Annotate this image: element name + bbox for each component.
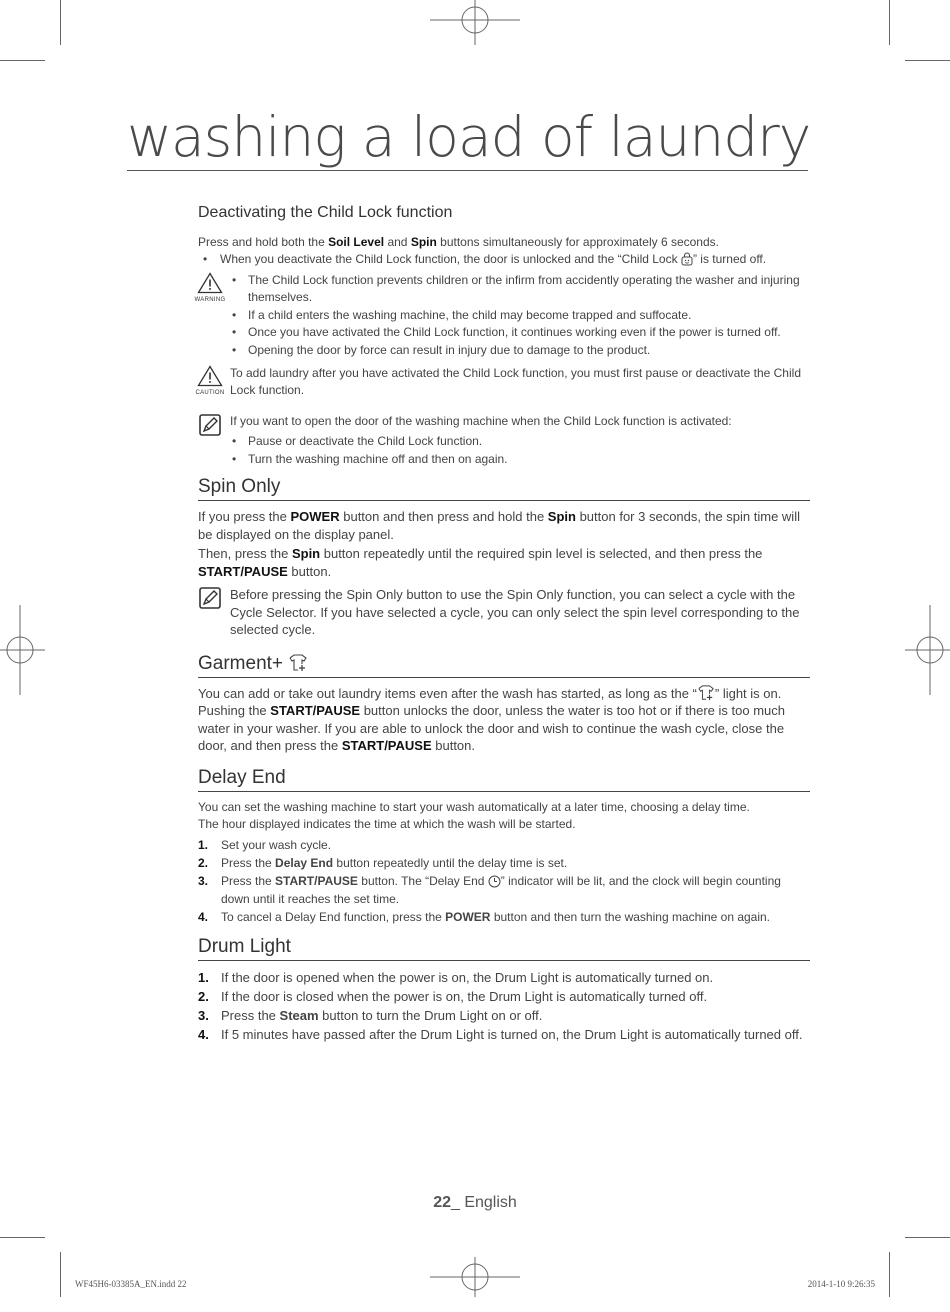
warning-triangle-icon — [197, 272, 223, 294]
registration-mark-top — [430, 0, 520, 60]
list-item: 1. If the door is opened when the power is on, the Drum Light is automatically turned on. — [198, 969, 714, 985]
spin-only-p1: If you press the POWER button and then press and hold the Spin button for 3 seconds, the spin time will be displayed on the display panel. — [198, 509, 800, 542]
crop-mark — [60, 1252, 61, 1297]
note-pencil-icon — [198, 413, 222, 437]
note-list — [230, 433, 810, 468]
clock-icon — [488, 875, 501, 888]
registration-mark-right — [890, 605, 950, 695]
drum-light-steps — [198, 968, 810, 1044]
registration-mark-bottom — [430, 1252, 520, 1312]
crop-mark — [0, 1237, 45, 1238]
drum-light-heading: Drum Light — [198, 936, 810, 961]
garment-paragraph: You can add or take out laundry items even after the wash has started, as long as the “ ” light is on. Pushing the START/PAUSE button unlocks the door, unless the water is too hot or if there is too much water in your washer. If you are able to unlock the door and wish to continue the wash cycle, close the door, and then press the START/PAUSE button. — [198, 685, 785, 753]
list-item: • Opening the door by force can result in injury due to damage to the product. — [230, 342, 810, 360]
list-item: 2. If the door is closed when the power is on, the Drum Light is automatically turned off. — [198, 988, 708, 1004]
list-item: • Pause or deactivate the Child Lock function. — [230, 433, 810, 451]
caution-label: CAUTION — [195, 390, 225, 396]
caution-text: To add laundry after you have activated the Child Lock function, you must first pause or deactivate the Child Lock function. — [230, 366, 801, 397]
list-item: • If a child enters the washing machine, the child may become trapped and suffocate. — [230, 307, 810, 325]
crop-mark — [905, 60, 950, 61]
delay-end-heading: Delay End — [198, 767, 810, 792]
child-lock-bullets — [198, 251, 810, 269]
title-rule — [127, 170, 808, 171]
spin-only-p2: Then, press the Spin button repeatedly until the required spin level is selected, and then press the START/PAUSE button. — [198, 546, 763, 579]
delay-end-steps — [198, 836, 810, 926]
child-lock-intro: Press and hold both the Soil Level and Spin buttons simultaneously for approximately 6 seconds. — [198, 235, 719, 249]
crop-mark — [905, 1237, 950, 1238]
file-slug: WF45H6-03385A_EN.indd 22 — [75, 1279, 187, 1289]
date-slug: 2014-1-10 9:26:35 — [807, 1279, 875, 1289]
page-number: 22_ English — [433, 1194, 517, 1211]
list-item: 4. If 5 minutes have passed after the Drum Light is turned on, the Drum Light is automatically turned off. — [198, 1026, 803, 1042]
spin-only-heading: Spin Only — [198, 476, 810, 501]
crop-mark — [889, 1252, 890, 1297]
caution-triangle-icon — [197, 365, 223, 387]
child-lock-heading: Deactivating the Child Lock function — [198, 204, 453, 221]
crop-mark — [0, 60, 45, 61]
warning-label: WARNING — [194, 296, 226, 303]
spin-only-note-text: Before pressing the Spin Only button to use the Spin Only function, you can select a cycle with the Cycle Selector. If you have selected a cycle, you can only select the spin level corresponding to the selected cycle. — [230, 587, 800, 637]
crop-mark — [60, 0, 61, 45]
delay-end-intro-1: You can set the washing machine to start your wash automatically at a later time, choosing a delay time. — [198, 799, 750, 814]
spin-only-note — [198, 586, 810, 639]
note-intro: If you want to open the door of the washing machine when the Child Lock function is activated: — [230, 414, 732, 428]
garment-plus-icon — [697, 685, 715, 701]
note-pencil-icon — [198, 586, 222, 610]
list-item: • When you deactivate the Child Lock function, the door is unlocked and the “Child Lock ” is turned off. — [198, 251, 810, 269]
garment-heading: Garment+ — [198, 653, 810, 678]
list-item: • Once you have activated the Child Lock function, it continues working even if the power is turned off. — [230, 324, 810, 342]
main-content — [194, 204, 810, 1044]
garment-plus-icon — [288, 654, 308, 672]
note-block — [198, 413, 810, 468]
crop-mark — [889, 0, 890, 45]
list-item: 1. Set your wash cycle. — [198, 837, 332, 852]
warning-list — [230, 272, 810, 360]
child-lock-icon — [681, 252, 693, 266]
list-item: 4. To cancel a Delay End function, press the POWER button and then turn the washing machine on again. — [198, 909, 771, 924]
caution-block — [195, 365, 810, 399]
list-item: • The Child Lock function prevents children or the infirm from accidently operating the washer and injuring themselves. — [230, 272, 810, 307]
list-item: 3. Press the START/PAUSE button. The “Delay End ” indicator will be lit, and the clock will begin counting down until it reaches the set time. — [198, 873, 781, 906]
list-item: 2. Press the Delay End button repeatedly until the delay time is set. — [198, 855, 568, 870]
page-title: washing a load of laundry — [127, 105, 811, 169]
delay-end-intro-2: The hour displayed indicates the time at which the wash will be started. — [198, 816, 576, 831]
registration-mark-left — [0, 605, 60, 695]
list-item: 3. Press the Steam button to turn the Drum Light on or off. — [198, 1007, 543, 1023]
list-item: • Turn the washing machine off and then on again. — [230, 451, 810, 469]
warning-block — [194, 272, 810, 360]
